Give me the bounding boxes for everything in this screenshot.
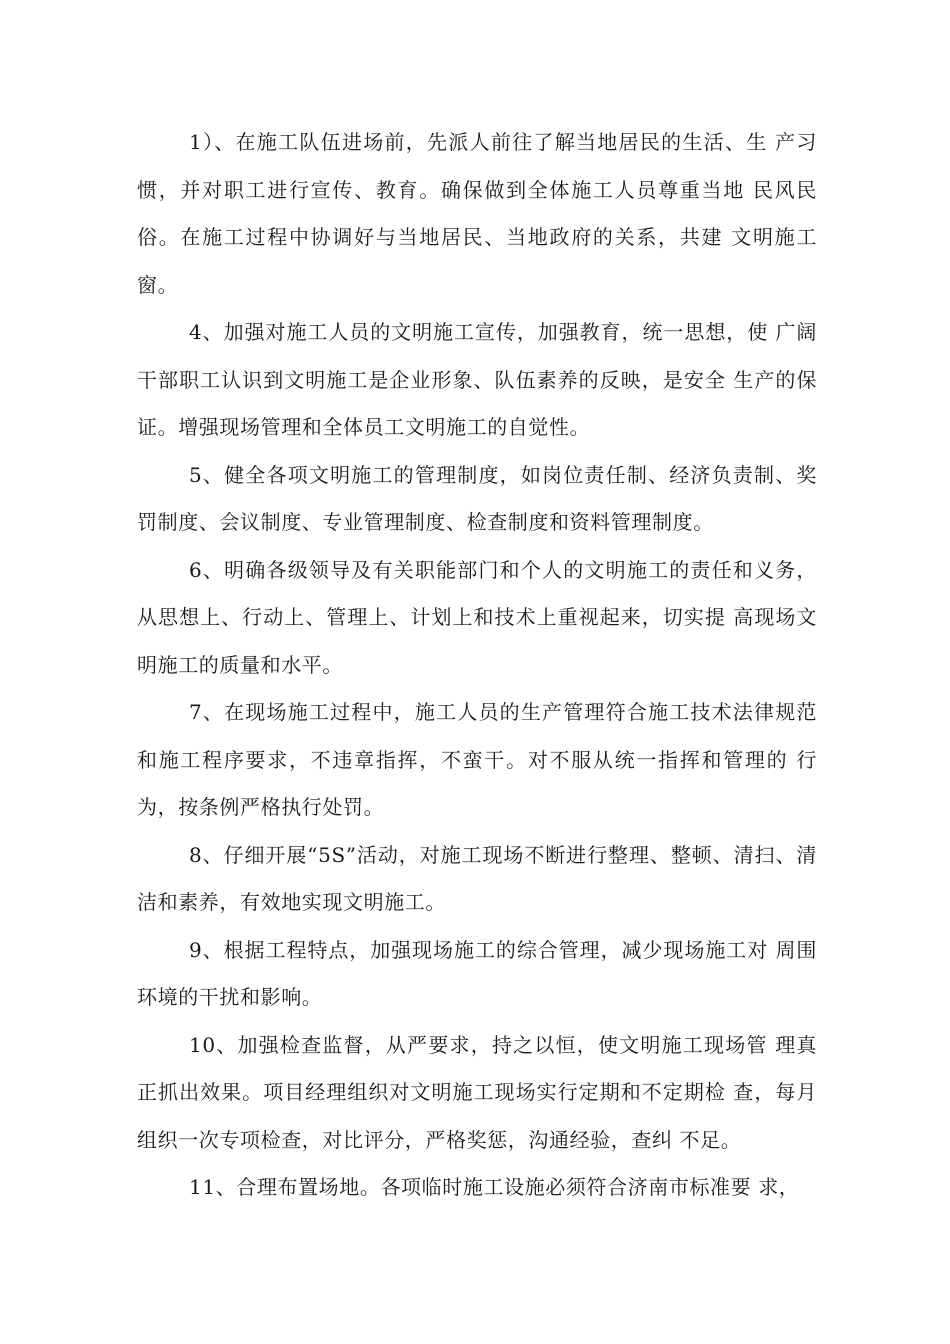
paragraph-1: 1）、在施工队伍进场前，先派人前往了解当地居民的生活、生 产习惯，并对职工进行宣传、教育。确保做到全体施工人员尊重当地 民风民俗。在施工过程中协调好与当地居民、当地政府的关系，共建 文明施工窗。 <box>137 130 817 297</box>
document-body <box>137 119 817 1212</box>
paragraph-9: 9、根据工程特点，加强现场施工的综合管理，减少现场施工对 周围环境的干扰和影响。 <box>137 937 817 1009</box>
paragraph-11: 11、合理布置场地。各项临时施工设施必须符合济南市标准要 求， <box>189 1175 800 1199</box>
paragraph-6: 6、明确各级领导及有关职能部门和个人的文明施工的责任和义务，从思想上、行动上、管理上、计划上和技术上重视起来，切实提 高现场文明施工的质量和水平。 <box>137 557 817 677</box>
paragraph-7: 7、在现场施工过程中，施工人员的生产管理符合施工技术法律规范和施工程序要求，不违章指挥，不蛮干。对不服从统一指挥和管理的 行为，按条例严格执行处罚。 <box>137 700 817 819</box>
paragraph-4: 4、加强对施工人员的文明施工宣传，加强教育，统一思想，使 广阔干部职工认识到文明施工是企业形象、队伍素养的反映，是安全 生产的保证。增强现场管理和全体员工文明施工的自觉性。 <box>137 320 817 439</box>
paragraph-8: 8、仔细开展“5S”活动，对施工现场不断进行整理、整顿、清扫、清洁和素养，有效地实现文明施工。 <box>137 842 817 914</box>
paragraph-10: 10、加强检查监督，从严要求，持之以恒，使文明施工现场管 理真正抓出效果。项目经理组织对文明施工现场实行定期和不定期检 查，每月组织一次专项检查，对比评分，严格奖惩，沟通经验，查纠 不足。 <box>137 1032 817 1152</box>
paragraph-5: 5、健全各项文明施工的管理制度，如岗位责任制、经济负责制、奖罚制度、会议制度、专业管理制度、检查制度和资料管理制度。 <box>137 462 817 534</box>
